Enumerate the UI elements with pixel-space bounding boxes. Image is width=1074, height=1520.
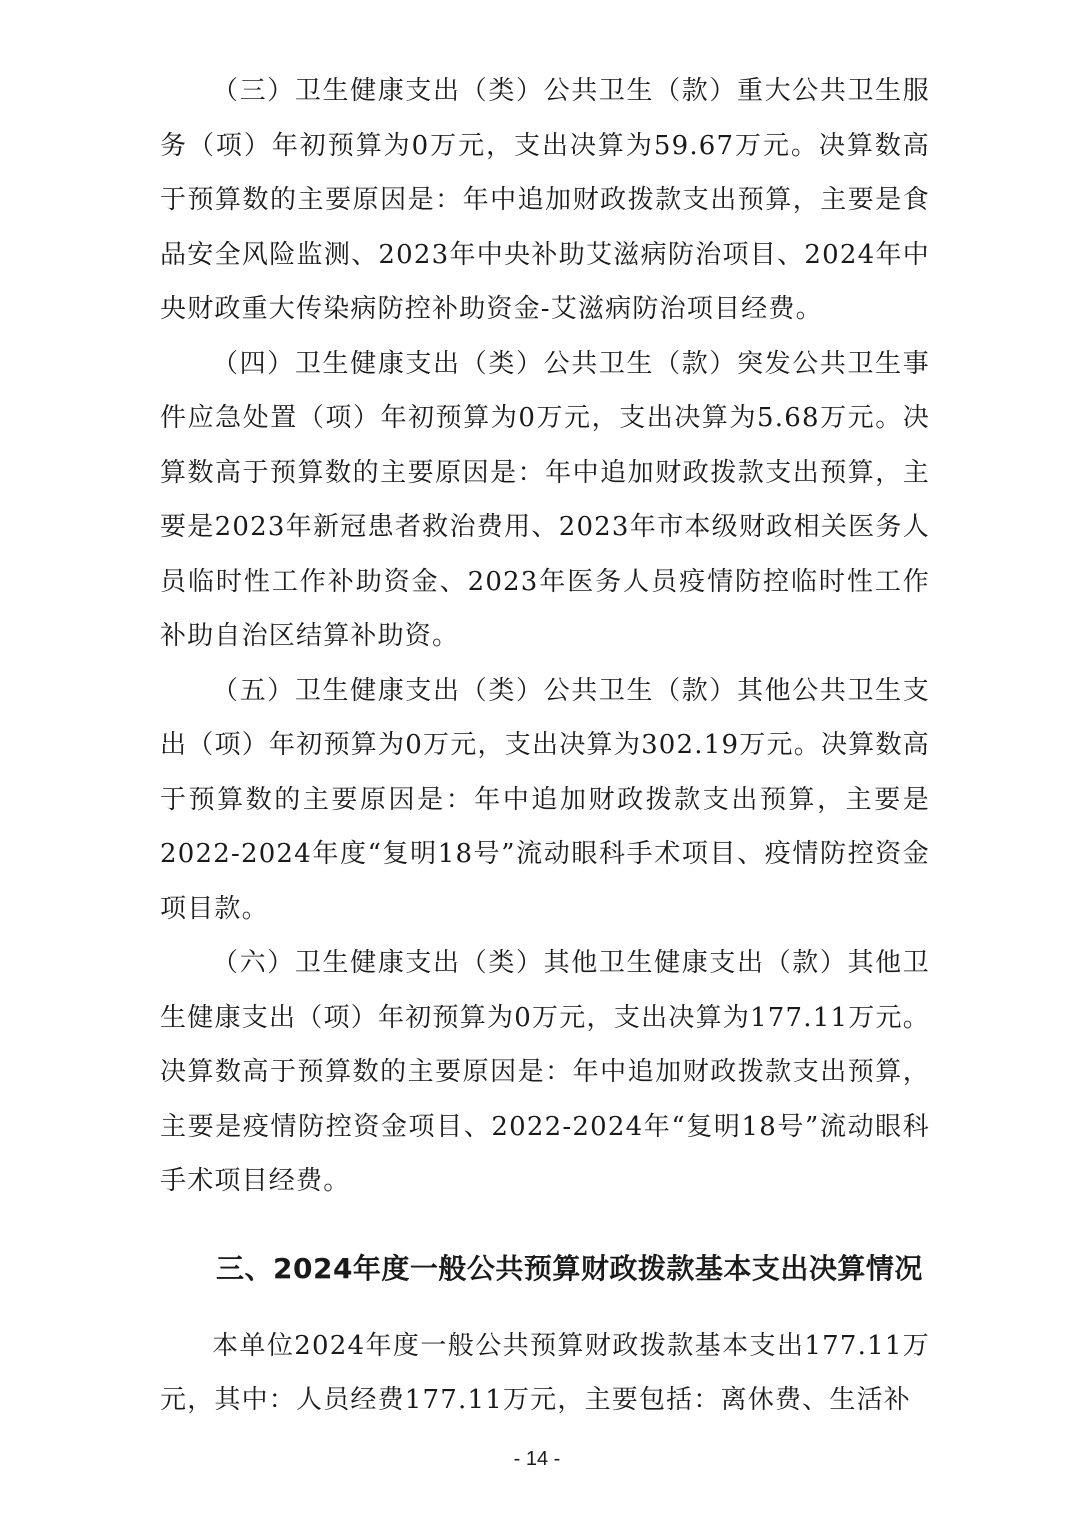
page-number: - 14 - xyxy=(513,1448,561,1470)
section-body-paragraph: 本单位2024年度一般公共预算财政拨款基本支出177.11万元，其中：人员经费177.11万元，主要包括：离休费、生活补 xyxy=(160,1330,930,1415)
section-heading: 三、2024年度一般公共预算财政拨款基本支出决算情况 xyxy=(216,1251,923,1285)
paragraph-item-6: （六）卫生健康支出（类）其他卫生健康支出（款）其他卫生健康支出（项）年初预算为0万元，支出决算为177.11万元。决算数高于预算数的主要原因是：年中追加财政拨款支出预算，主要是疫情防控资金项目、2022-2024年“复明18号”流动眼科手术项目经费。 xyxy=(160,948,930,1196)
paragraph-item-5: （五）卫生健康支出（类）公共卫生（款）其他公共卫生支出（项）年初预算为0万元，支出决算为302.19万元。决算数高于预算数的主要原因是：年中追加财政拨款支出预算，主要是2022-2024年度“复明18号”流动眼科手术项目、疫情防控资金项目款。 xyxy=(160,675,930,924)
page-content xyxy=(160,64,930,1428)
paragraph-item-3: （三）卫生健康支出（类）公共卫生（款）重大公共卫生服务（项）年初预算为0万元，支出决算为59.67万元。决算数高于预算数的主要原因是：年中追加财政拨款支出预算，主要是食品安全风险监测、2023年中央补助艾滋病防治项目、2024年中央财政重大传染病防控补助资金-艾滋病防治项目经费。 xyxy=(160,76,930,324)
paragraph-item-4: （四）卫生健康支出（类）公共卫生（款）突发公共卫生事件应急处置（项）年初预算为0万元，支出决算为5.68万元。决算数高于预算数的主要原因是：年中追加财政拨款支出预算，主要是2023年新冠患者救治费用、2023年市本级财政相关医务人员临时性工作补助资金、2023年医务人员疫情防控临时性工作补助自治区结算补助资。 xyxy=(160,348,930,651)
